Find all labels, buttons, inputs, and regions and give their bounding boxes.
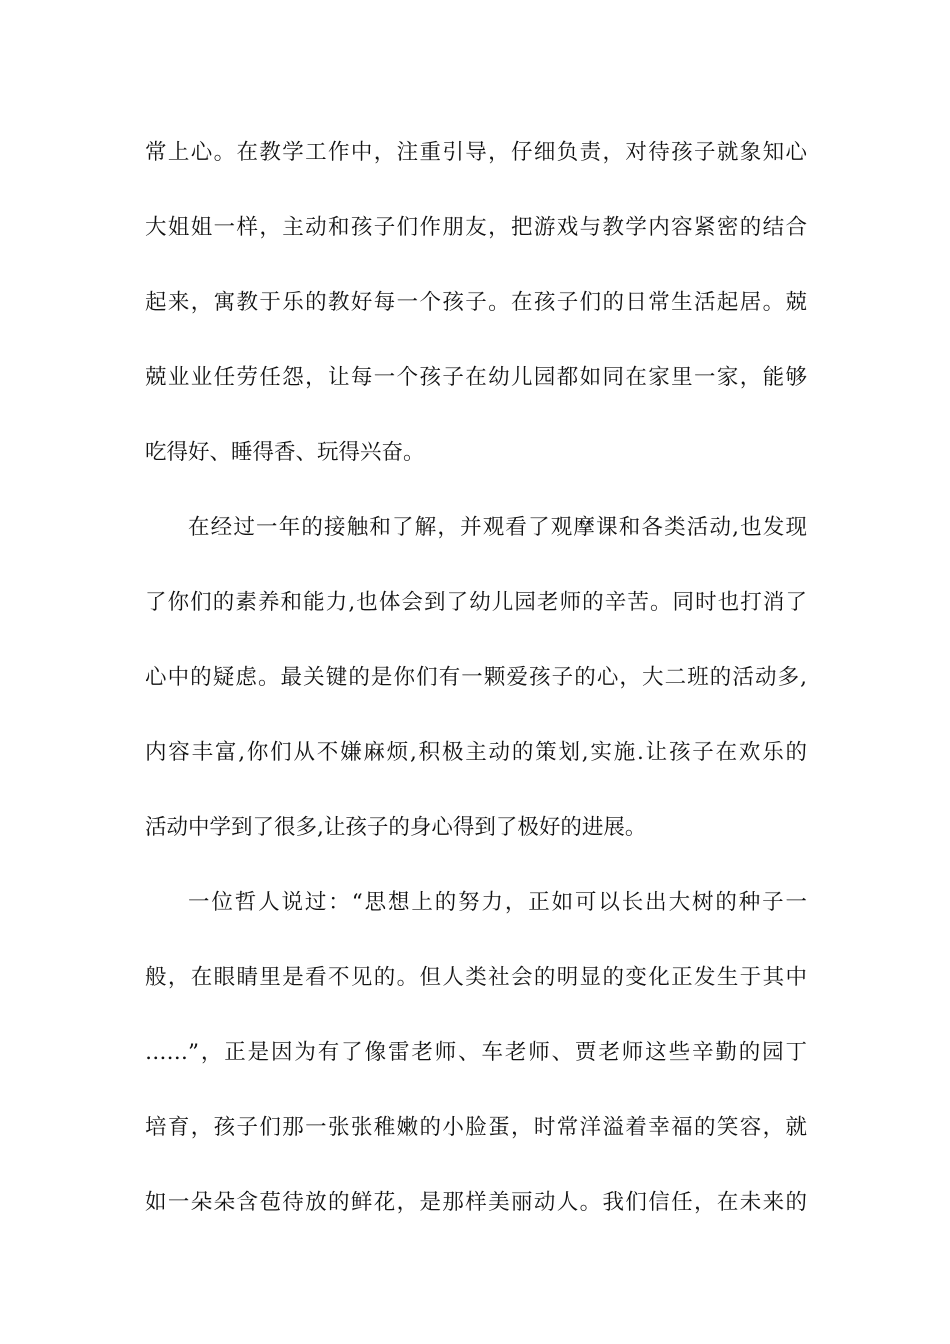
text-line: 如一朵朵含苞待放的鲜花，是那样美丽动人。我们信任，在未来的 (145, 1190, 807, 1215)
text-line: 兢业业任劳任怨，让每一个孩子在幼儿园都如同在家里一家，能够 (145, 365, 807, 390)
text-line: 大姐姐一样，主动和孩子们作朋友，把游戏与教学内容紧密的结合 (145, 215, 807, 240)
text-line: 培育，孩子们那一张张稚嫩的小脸蛋，时常洋溢着幸福的笑容，就 (145, 1115, 807, 1140)
text-line: 起来，寓教于乐的教好每一个孩子。在孩子们的日常生活起居。兢 (145, 290, 807, 315)
text-line: 在经过一年的接触和了解，并观看了观摩课和各类活动,也发现 (188, 515, 807, 540)
text-line: 活动中学到了很多,让孩子的身心得到了极好的进展。 (145, 815, 647, 840)
text-line: 了你们的素养和能力,也体会到了幼儿园老师的辛苦。同时也打消了 (145, 590, 807, 615)
text-line: 心中的疑虑。最关键的是你们有一颗爱孩子的心，大二班的活动多, (145, 665, 807, 690)
text-line: ……”，正是因为有了像雷老师、车老师、贾老师这些辛勤的园丁 (145, 1040, 807, 1065)
text-line: 一位哲人说过：“思想上的努力，正如可以长出大树的种子一 (188, 890, 807, 915)
text-line: 般，在眼睛里是看不见的。但人类社会的明显的变化正发生于其中 (145, 965, 807, 990)
text-line: 常上心。在教学工作中，注重引导，仔细负责，对待孩子就象知心 (145, 140, 807, 165)
body-text (145, 128, 807, 1253)
text-line: 内容丰富,你们从不嫌麻烦,积极主动的策划,实施.让孩子在欢乐的 (145, 740, 807, 765)
text-line: 吃得好、睡得香、玩得兴奋。 (145, 440, 425, 465)
